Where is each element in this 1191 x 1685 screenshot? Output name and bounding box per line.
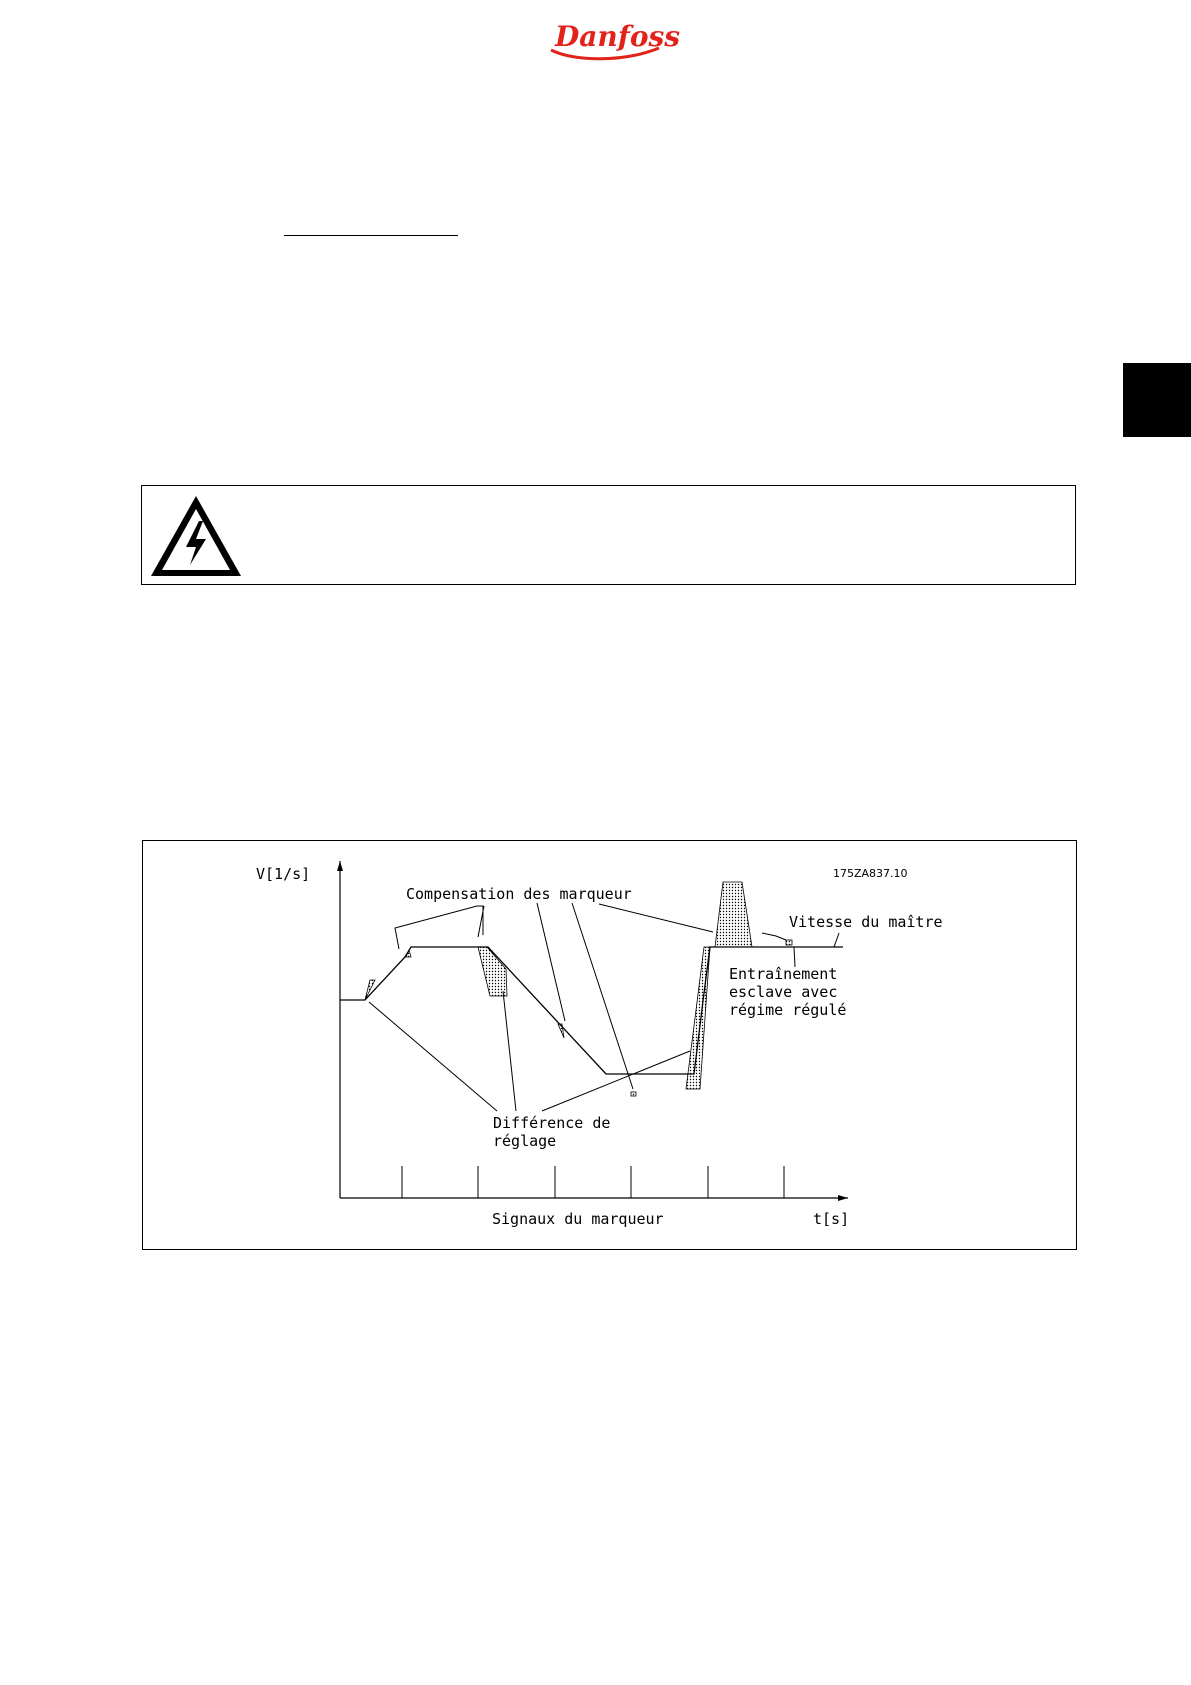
difference-label-line1: Différence de — [493, 1114, 611, 1132]
high-voltage-warning-icon — [148, 493, 244, 579]
axes — [337, 861, 848, 1201]
marker-signals — [402, 1166, 784, 1198]
section-underline — [284, 235, 458, 236]
shaded-area — [715, 882, 752, 947]
logo-text: Danfoss — [555, 20, 681, 53]
slave-leader — [794, 947, 795, 967]
y-axis-label: V[1/s] — [256, 865, 311, 883]
danfoss-logo — [545, 14, 681, 64]
slave-label-line3: régime régulé — [729, 1001, 847, 1019]
x-caption: Signaux du marqueur — [492, 1210, 664, 1228]
compensation-label: Compensation des marqueur — [406, 885, 632, 903]
warning-box — [141, 485, 1076, 585]
figure-box — [142, 840, 1077, 1250]
chapter-tab — [1123, 363, 1191, 437]
difference-label-line2: réglage — [493, 1132, 557, 1150]
slave-label-line2: esclave avec — [729, 983, 838, 1001]
speed-chart — [143, 841, 1078, 1251]
x-axis-label: t[s] — [813, 1210, 850, 1228]
master-speed-label: Vitesse du maître — [789, 913, 943, 931]
shaded-area — [686, 947, 710, 1089]
shaded-area — [478, 947, 507, 996]
shaded-area — [631, 1092, 636, 1096]
y-axis-arrow — [337, 861, 343, 871]
difference-leaders — [369, 991, 690, 1111]
compensation-areas — [365, 882, 792, 1096]
shaded-area — [786, 940, 792, 945]
slave-label-line1: Entraînement — [729, 965, 838, 983]
figure-code: 175ZA837.10 — [833, 867, 908, 880]
x-axis-arrow — [838, 1195, 848, 1201]
master-leader — [834, 933, 839, 947]
